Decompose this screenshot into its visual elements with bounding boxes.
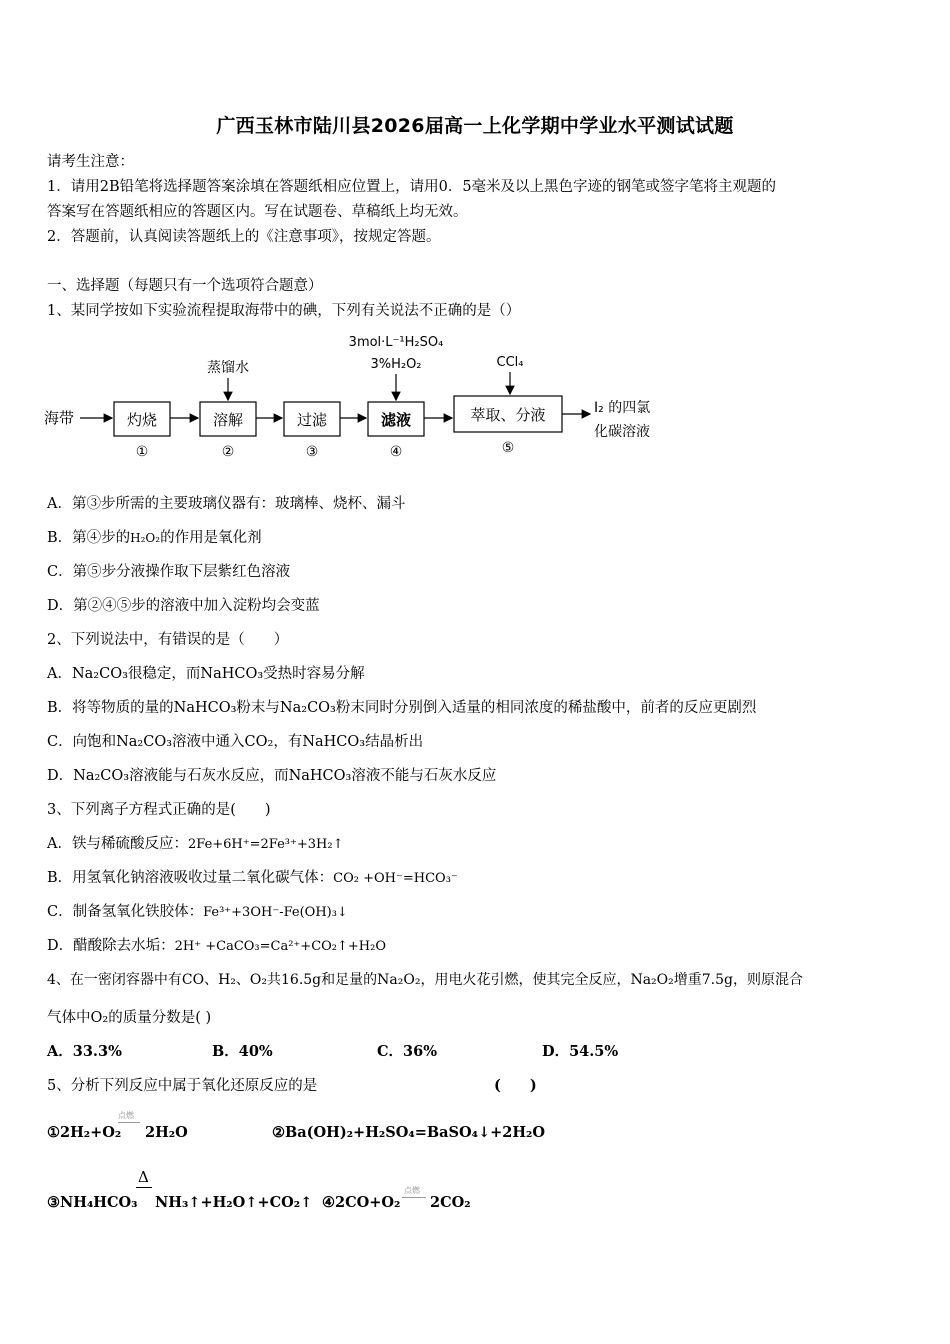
- flow-acid-label: 3mol·L⁻¹H₂SO₄: [348, 335, 444, 350]
- reaction-1-condition: 点燃: [118, 1111, 134, 1120]
- question-4-option-a[interactable]: A．33.3%: [47, 1043, 122, 1060]
- question-2-option-d[interactable]: D．Na₂CO₃溶液能与石灰水反应，而NaHCO₃溶液不能与石灰水反应: [47, 768, 497, 784]
- flow-step-5-num: ⑤: [501, 440, 515, 456]
- reaction-4-condition: 点燃: [404, 1186, 420, 1195]
- page-title: 广西玉林市陆川县2026届高一上化学期中学业水平测试试题: [216, 115, 734, 137]
- reaction-3-right: NH₃↑+H₂O↑+CO₂↑: [155, 1194, 313, 1211]
- question-5-paren: ( ): [494, 1077, 537, 1094]
- flow-ccl4-label: CCl₄: [496, 355, 524, 370]
- flow-step-4-num: ④: [389, 444, 403, 460]
- question-2-option-a[interactable]: A．Na₂CO₃很稳定，而NaHCO₃受热时容易分解: [47, 666, 365, 682]
- question-1-option-d[interactable]: D．第②④⑤步的溶液中加入淀粉均会变蓝: [47, 598, 320, 614]
- question-4-option-c[interactable]: C．36%: [377, 1043, 437, 1060]
- question-1-option-c[interactable]: C．第⑤步分液操作取下层紫红色溶液: [47, 564, 291, 580]
- notice-item-1-line-2: 答案写在答题纸相应的答题区内。写在试题卷、草稿纸上均无效。: [47, 204, 468, 220]
- question-3-option-b[interactable]: B．用氢氧化钠溶液吸收过量二氧化碳气体：CO₂ +OH⁻=HCO₃⁻: [47, 870, 458, 886]
- notice-heading: 请考生注意：: [47, 154, 134, 170]
- notice-item-2: 2．答题前，认真阅读答题纸上的《注意事项》，按规定答题。: [47, 229, 441, 245]
- question-5-stem: 5、分析下列反应中属于氧化还原反应的是: [47, 1078, 318, 1094]
- reaction-4-left: ④2CO+O₂: [322, 1194, 401, 1211]
- flow-step-4-label: 滤液: [380, 411, 412, 429]
- reaction-3-condition: Δ: [138, 1168, 149, 1186]
- flow-h2o2-label: 3%H₂O₂: [370, 357, 422, 372]
- question-3-option-d[interactable]: D．醋酸除去水垢：2H⁺ +CaCO₃=Ca²⁺+CO₂↑+H₂O: [47, 938, 386, 954]
- question-1-stem: 1、某同学按如下实验流程提取海带中的碘，下列有关说法不正确的是（）: [47, 303, 521, 319]
- question-2-stem: 2、下列说法中，有错误的是（ ）: [47, 632, 289, 648]
- flow-step-2-num: ②: [221, 444, 235, 460]
- flow-product-line-2: 化碳溶液: [594, 424, 650, 440]
- flow-step-2-label: 溶解: [212, 411, 244, 429]
- reaction-4-arrow-line: [402, 1197, 426, 1198]
- reaction-3-left: ③NH₄HCO₃: [47, 1194, 138, 1211]
- question-2-option-c[interactable]: C．向饱和Na₂CO₃溶液中通入CO₂，有NaHCO₃结晶析出: [47, 734, 424, 750]
- flow-step-3-num: ③: [305, 444, 319, 460]
- question-3-option-a[interactable]: A．铁与稀硫酸反应：2Fe+6H⁺=2Fe³⁺+3H₂↑: [47, 836, 344, 852]
- reaction-1-right: 2H₂O: [145, 1124, 188, 1141]
- reaction-4-right: 2CO₂: [430, 1194, 471, 1211]
- question-4-option-b[interactable]: B．40%: [212, 1043, 273, 1060]
- reaction-3-arrow-line: [136, 1187, 152, 1188]
- flow-step-1-label: 灼烧: [126, 411, 158, 429]
- flow-start-label: 海带: [44, 409, 75, 427]
- flow-step-5-label: 萃取、分液: [470, 406, 546, 424]
- reaction-1-arrow-line: [118, 1122, 140, 1123]
- flowchart: [40, 330, 680, 465]
- flow-water-label: 蒸馏水: [207, 360, 249, 376]
- question-3-option-c[interactable]: C．制备氢氧化铁胶体：Fe³⁺+3OH⁻-Fe(OH)₃↓: [47, 904, 348, 920]
- flow-step-1-num: ①: [135, 444, 149, 460]
- question-1-option-a[interactable]: A．第③步所需的主要玻璃仪器有：玻璃棒、烧杯、漏斗: [47, 496, 406, 512]
- question-4-stem-line-2: 气体中O₂的质量分数是( ): [47, 1010, 212, 1026]
- notice-item-1-line-1: 1．请用2B铅笔将选择题答案涂填在答题纸相应位置上，请用0．5毫米及以上黑色字迹的钢笔或签字笔将主观题的: [47, 179, 777, 195]
- question-4-stem-line-1: 4、在一密闭容器中有CO、H₂、O₂共16.5g和足量的Na₂O₂，用电火花引燃，使其完全反应，Na₂O₂增重7.5g，则原混合: [47, 972, 803, 988]
- question-3-stem: 3、下列离子方程式正确的是( ): [47, 802, 271, 818]
- question-4-option-d[interactable]: D．54.5%: [542, 1043, 619, 1060]
- question-1-option-b[interactable]: B．第④步的H₂O₂的作用是氧化剂: [47, 530, 262, 546]
- section-heading: 一、选择题（每题只有一个选项符合题意）: [47, 278, 323, 294]
- reaction-1-left: ①2H₂+O₂: [47, 1124, 122, 1141]
- flow-step-3-label: 过滤: [296, 411, 328, 429]
- reaction-2: ②Ba(OH)₂+H₂SO₄=BaSO₄↓+2H₂O: [272, 1124, 546, 1141]
- question-2-option-b[interactable]: B．将等物质的量的NaHCO₃粉末与Na₂CO₃粉末同时分别倒入适量的相同浓度的稀盐酸中，前者的反应更剧烈: [47, 700, 757, 716]
- flow-product-line-1: I₂ 的四氯: [594, 400, 651, 416]
